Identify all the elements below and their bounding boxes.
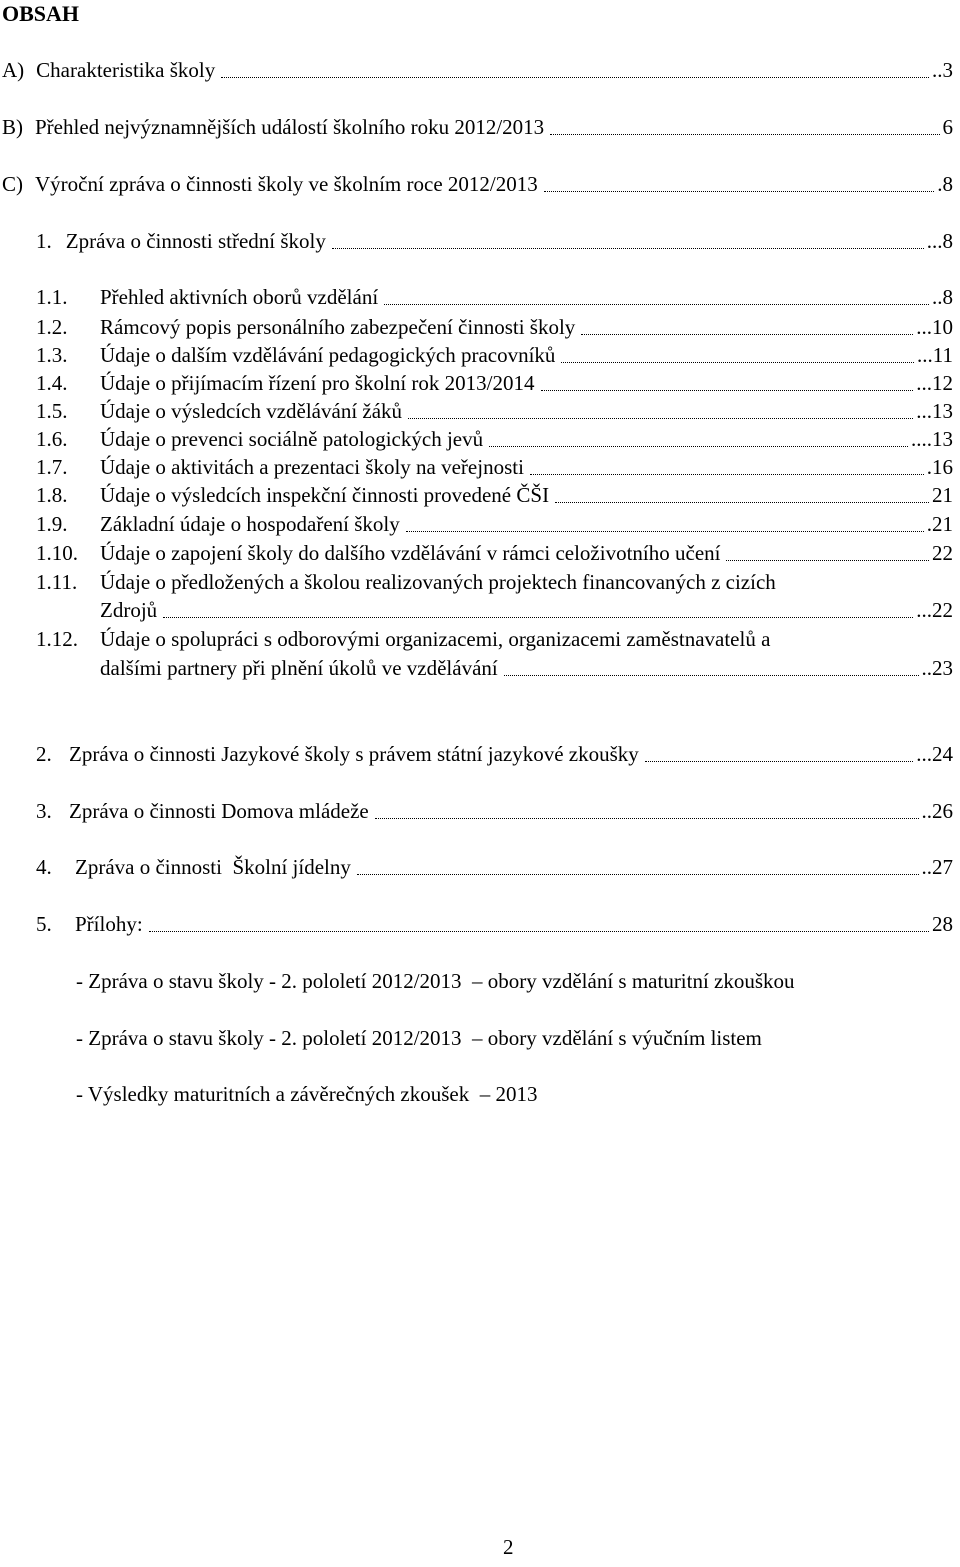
toc-title: Charakteristika školy xyxy=(36,58,216,82)
dot-leader xyxy=(550,133,939,135)
toc-number: 1.10. xyxy=(36,541,78,565)
toc-title: Výroční zpráva o činnosti školy ve školním roce 2012/2013 xyxy=(35,172,538,196)
toc-page-number: 28 xyxy=(932,912,953,936)
annex-item-3: - Výsledky maturitních a závěrečných zkoušek – 2013 xyxy=(76,1082,538,1106)
toc-page-number: ...8 xyxy=(926,229,953,253)
toc-title: Údaje o dalším vzdělávání pedagogických pracovníků xyxy=(100,343,556,367)
toc-title-continued: dalšími partnery při plnění úkolů ve vzdělávání xyxy=(100,656,498,680)
toc-number: C) xyxy=(2,172,23,196)
toc-title: Zpráva o činnosti střední školy xyxy=(65,229,326,253)
dot-leader xyxy=(489,445,908,447)
toc-number: 5. xyxy=(36,912,52,936)
toc-title: Zpráva o činnosti Jazykové školy s právem státní jazykové zkoušky xyxy=(69,742,639,766)
dot-leader xyxy=(149,930,929,932)
toc-page-number: ...24 xyxy=(916,742,953,766)
toc-title: Údaje o výsledcích inspekční činnosti provedené ČŠI xyxy=(100,483,550,507)
toc-page-number: ..23 xyxy=(921,656,953,680)
toc-number: 1.4. xyxy=(36,371,68,395)
toc-entry-1-2[interactable] xyxy=(36,313,953,341)
toc-entry-4[interactable] xyxy=(36,853,953,881)
toc-title: Přílohy: xyxy=(75,912,143,936)
toc-page-number: ....13 xyxy=(911,427,953,451)
toc-page-number: 22 xyxy=(932,541,953,565)
toc-title: Údaje o výsledcích vzdělávání žáků xyxy=(100,399,403,423)
annex-item-2: - Zpráva o stavu školy - 2. pololetí 2012/2013 – obory vzdělání s výučním listem xyxy=(76,1026,762,1050)
toc-number: 1.7. xyxy=(36,455,68,479)
toc-number: A) xyxy=(2,58,25,82)
page-title: OBSAH xyxy=(2,1,80,26)
toc-number: 1.3. xyxy=(36,343,68,367)
dot-leader xyxy=(375,817,919,819)
toc-entry-1-6[interactable] xyxy=(36,425,953,453)
toc-number: 1.11. xyxy=(36,570,78,594)
toc-entry-5[interactable] xyxy=(36,910,953,938)
toc-page-number: ...12 xyxy=(916,371,953,395)
annex-item-1: - Zpráva o stavu školy - 2. pololetí 2012/2013 – obory vzdělání s maturitní zkouškou xyxy=(76,969,795,993)
toc-title: Zpráva o činnosti Domova mládeže xyxy=(69,799,369,823)
toc-entry-c[interactable] xyxy=(2,170,953,198)
toc-entry-1-12-line2[interactable] xyxy=(100,654,953,682)
dot-leader xyxy=(163,616,913,618)
toc-number: 1.12. xyxy=(36,627,78,651)
toc-number: 1.1. xyxy=(36,285,68,309)
dot-leader xyxy=(406,530,924,532)
dot-leader xyxy=(555,501,929,503)
dot-leader xyxy=(581,333,913,335)
toc-number: 3. xyxy=(36,799,52,823)
toc-entry-b[interactable] xyxy=(2,113,953,141)
toc-title: Přehled aktivních oborů vzdělání xyxy=(100,285,379,309)
toc-number: B) xyxy=(2,115,23,139)
dot-leader xyxy=(221,76,929,78)
toc-number: 2. xyxy=(36,742,52,766)
dot-leader xyxy=(726,559,929,561)
toc-number: 4. xyxy=(36,855,52,879)
toc-page-number: .21 xyxy=(926,512,953,536)
toc-entry-a[interactable] xyxy=(2,56,953,84)
toc-entry-1-8[interactable] xyxy=(36,481,953,509)
toc-page-number: .16 xyxy=(926,455,953,479)
dot-leader xyxy=(541,389,914,391)
toc-page-number: ..26 xyxy=(921,799,953,823)
dot-leader xyxy=(530,473,924,475)
toc-entry-1-11-line1[interactable] xyxy=(36,568,953,596)
toc-number: 1.9. xyxy=(36,512,68,536)
toc-page-number: 21 xyxy=(932,483,953,507)
toc-entry-1-3[interactable] xyxy=(36,341,953,369)
dot-leader xyxy=(332,247,924,249)
toc-entry-2[interactable] xyxy=(36,740,953,768)
toc-number: 1. xyxy=(36,229,52,253)
toc-title: Údaje o zapojení školy do dalšího vzdělávání v rámci celoživotního učení xyxy=(100,541,721,565)
toc-page-number: ..27 xyxy=(921,855,953,879)
toc-number: 1.5. xyxy=(36,399,68,423)
toc-entry-1-4[interactable] xyxy=(36,369,953,397)
toc-page-number: .8 xyxy=(937,172,953,196)
toc-title: Základní údaje o hospodaření školy xyxy=(100,512,400,536)
dot-leader xyxy=(504,674,919,676)
toc-page-number: ...10 xyxy=(916,315,953,339)
toc-number: 1.6. xyxy=(36,427,68,451)
toc-page-number: 6 xyxy=(942,115,953,139)
toc-page-number: ...11 xyxy=(917,343,953,367)
dot-leader xyxy=(544,190,935,192)
dot-leader xyxy=(645,760,913,762)
toc-entry-1-7[interactable] xyxy=(36,453,953,481)
toc-number: 1.2. xyxy=(36,315,68,339)
toc-page-number: ..3 xyxy=(932,58,953,82)
toc-title: Zpráva o činnosti Školní jídelny xyxy=(75,855,351,879)
toc-page-number: ..8 xyxy=(932,285,953,309)
toc-entry-1-11-line2[interactable] xyxy=(100,596,953,624)
toc-entry-1-1[interactable] xyxy=(36,283,953,311)
toc-title: Údaje o spolupráci s odborovými organizacemi, organizacemi zaměstnavatelů a xyxy=(100,627,771,651)
toc-entry-1-12-line1[interactable] xyxy=(36,625,953,653)
toc-title-continued: Zdrojů xyxy=(100,598,158,622)
toc-entry-1[interactable] xyxy=(36,227,953,255)
toc-page-number: ...13 xyxy=(916,399,953,423)
toc-entry-1-10[interactable] xyxy=(36,539,953,567)
page-number: 2 xyxy=(503,1535,514,1559)
toc-number: 1.8. xyxy=(36,483,68,507)
toc-entry-3[interactable] xyxy=(36,797,953,825)
toc-title: Údaje o předložených a školou realizovaných projektech financovaných z cizích xyxy=(100,570,776,594)
dot-leader xyxy=(357,873,919,875)
toc-page-number: ...22 xyxy=(916,598,953,622)
toc-title: Rámcový popis personálního zabezpečení činnosti školy xyxy=(100,315,576,339)
toc-title: Údaje o prevenci sociálně patologických jevů xyxy=(100,427,484,451)
dot-leader xyxy=(408,417,913,419)
toc-title: Údaje o přijímacím řízení pro školní rok 2013/2014 xyxy=(100,371,535,395)
toc-entry-1-5[interactable] xyxy=(36,397,953,425)
dot-leader xyxy=(384,303,929,305)
toc-title: Přehled nejvýznamnějších událostí školního roku 2012/2013 xyxy=(35,115,545,139)
toc-title: Údaje o aktivitách a prezentaci školy na veřejnosti xyxy=(100,455,524,479)
dot-leader xyxy=(561,361,914,363)
toc-entry-1-9[interactable] xyxy=(36,510,953,538)
